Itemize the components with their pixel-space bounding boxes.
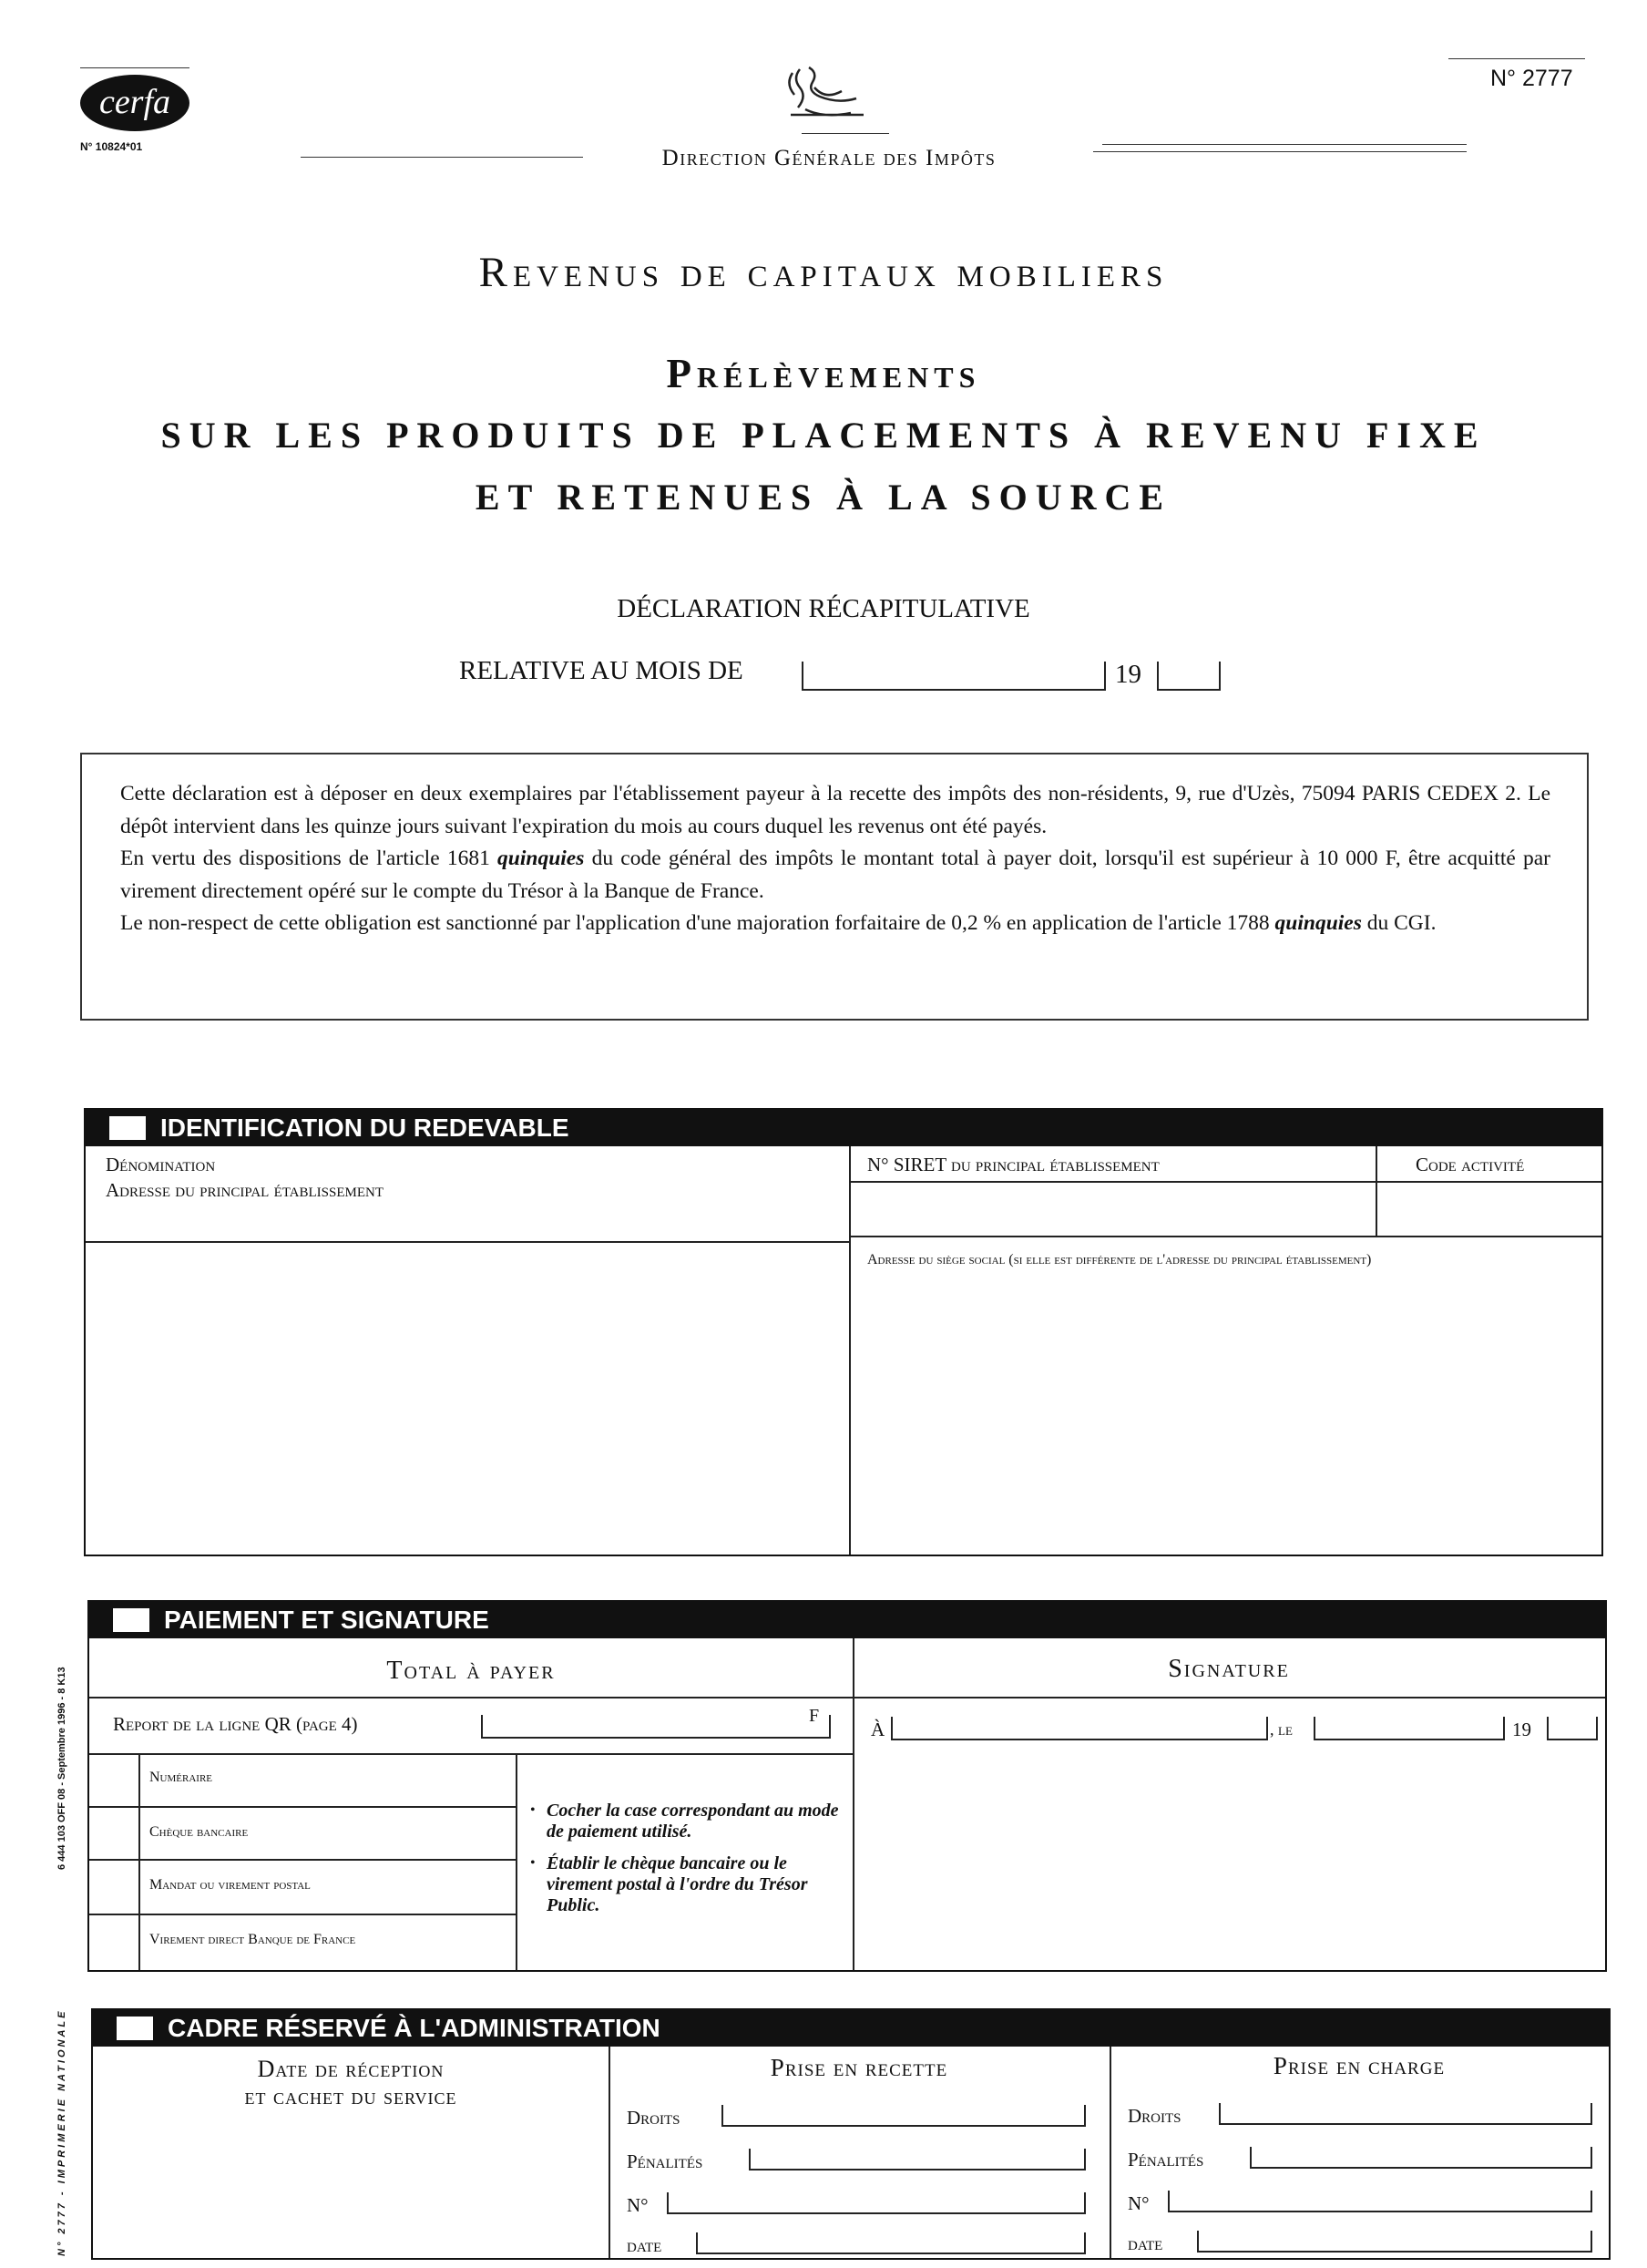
siret-field[interactable] [853,1185,1372,1232]
date-label: , le [1270,1720,1293,1739]
identification-section [84,1108,1603,1556]
total-label: Total à payer [386,1657,556,1685]
method-bank-check: Chèque bancaire [149,1824,249,1840]
collection-number-label: N° [627,2194,649,2216]
payment-note-1: Cocher la case correspondant au mode de paiement utilisé. [547,1801,839,1842]
form-title-4: ET RETENUES À LA SOURCE [475,477,1172,518]
bank-transfer-checkbox[interactable] [93,1917,135,1966]
collection-rights-field[interactable] [721,2105,1086,2127]
method-cash: Numéraire [149,1770,212,1785]
head-office-field[interactable] [853,1305,1598,1551]
form-title-3: SUR LES PRODUITS DE PLACEMENTS À REVENU FIXE [160,415,1487,456]
siret-label: N° SIRET du principal établissement [867,1154,1160,1175]
form-subtitle: DÉCLARATION RÉCAPITULATIVE [617,594,1030,623]
printer-credit: N° 2777 - IMPRIMERIE NATIONALE [56,2008,67,2256]
marianne-emblem-icon [772,60,882,133]
charge-rights-label: Droits [1128,2105,1182,2127]
payment-heading: PAIEMENT ET SIGNATURE [89,1602,1605,1638]
cerfa-number: N° 10824*01 [80,140,143,153]
form-title: Revenus de capitaux mobiliers [478,249,1169,296]
month-field[interactable] [802,662,1106,691]
collection-label: Prise en recette [770,2054,948,2081]
charge-rights-field[interactable] [1219,2103,1592,2125]
year-field[interactable] [1157,662,1221,691]
form-number: N° 2777 [1490,66,1573,91]
reception-label: Date de réception [257,2056,445,2082]
charge-label: Prise en charge [1273,2052,1446,2079]
collection-date-field[interactable] [696,2232,1086,2254]
instructions-paragraph-2: En vertu des dispositions de l'article 1681 quinquies du code général des impôts le montant total à payer doit, lorsqu'il est supérieur à 10 000 F, être acquitté par virement directement opéré sur le compte du Trésor à la Banque de France. [120,847,1550,903]
period-year-prefix: 19 [1115,660,1141,689]
payment-section [87,1600,1607,1972]
signature-year-field[interactable] [1547,1717,1598,1740]
collection-penalties-label: Pénalités [627,2150,703,2172]
payment-note-2: Établir le chèque bancaire ou le virement postal à l'ordre du Trésor Public. [547,1853,808,1915]
main-address-label: Adresse du principal établissement [106,1179,384,1201]
cash-checkbox[interactable] [93,1757,135,1802]
form-title-2: Prélèvements [666,351,981,396]
signature-place-field[interactable] [891,1717,1268,1740]
instructions-paragraph-1: Cette déclaration est à déposer en deux exemplaires par l'établissement payeur à la recette des impôts des non-résidents, 9, rue d'Uzès, 75094 PARIS CEDEX 2. Le dépôt intervient dans les quinze jours suivant l'expiration du mois au cours duquel les revenus ont été payés. [120,782,1550,838]
cerfa-logo: cerfa [80,75,189,131]
charge-date-field[interactable] [1197,2231,1592,2253]
admin-section [91,2008,1611,2260]
authority-name: Direction Générale des Impôts [661,146,997,170]
note-bullet-1: • [530,1802,536,1818]
currency-label: F [809,1706,820,1726]
print-code: 6 444 103 OFF 08 - Septembre 1996 - 8 K13 [56,1667,67,1870]
charge-date-label: date [1128,2232,1163,2254]
activity-code-label: Code activité [1416,1154,1525,1175]
report-label: Report de la ligne QR (page 4) [113,1713,358,1735]
postal-transfer-checkbox[interactable] [93,1863,135,1910]
place-label: À [871,1719,885,1740]
period-label: RELATIVE AU MOIS DE [459,656,743,685]
total-amount-field[interactable] [481,1715,831,1739]
instructions-paragraph-3: Le non-respect de cette obligation est sanctionné par l'application d'une majoration forfaitaire de 0,2 % en application de l'article 1788 quinquies du CGI. [120,911,1437,935]
charge-number-label: N° [1128,2192,1150,2214]
instructions-box [80,753,1589,1021]
stamp-label: et cachet du service [244,2083,457,2109]
denomination-label: Dénomination [106,1154,216,1175]
charge-number-field[interactable] [1168,2191,1592,2212]
method-postal-transfer: Mandat ou virement postal [149,1877,311,1893]
collection-number-field[interactable] [667,2192,1086,2214]
collection-penalties-field[interactable] [749,2149,1086,2171]
charge-penalties-label: Pénalités [1128,2149,1204,2171]
signature-year-prefix: 19 [1512,1719,1531,1740]
identification-heading: IDENTIFICATION DU REDEVABLE [86,1110,1601,1146]
signature-date-field[interactable] [1314,1717,1505,1740]
signature-label: Signature [1168,1655,1290,1683]
identity-field[interactable] [89,1245,844,1551]
collection-rights-label: Droits [627,2107,680,2129]
method-bank-transfer: Virement direct Banque de France [149,1932,356,1947]
activity-code-field[interactable] [1379,1185,1598,1232]
note-bullet-2: • [530,1855,536,1871]
charge-penalties-field[interactable] [1250,2147,1592,2169]
collection-date-label: date [627,2234,662,2256]
signature-field[interactable] [856,1757,1601,1966]
admin-heading: CADRE RÉSERVÉ À L'ADMINISTRATION [93,2010,1609,2047]
head-office-label: Adresse du siège social (si elle est différente de l'adresse du principal établissement) [867,1252,1372,1267]
bank-check-checkbox[interactable] [93,1810,135,1855]
